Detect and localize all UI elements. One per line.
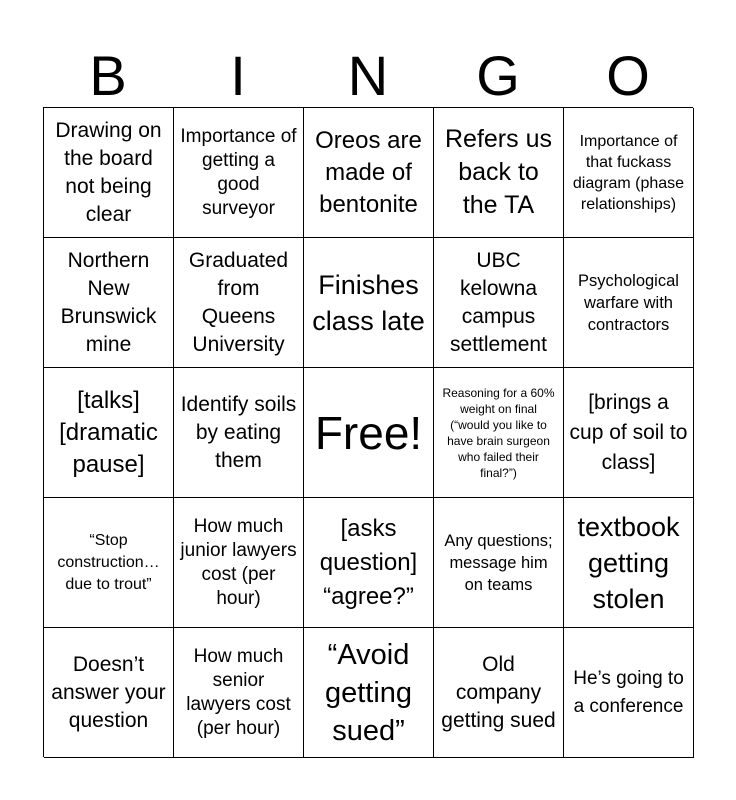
- cell-text: He’s going to a conference: [573, 667, 684, 717]
- cell-text: How much senior lawyers cost (per hour): [186, 645, 291, 739]
- cell-text: textbook getting stolen: [577, 511, 680, 614]
- cell-text: “Stop construction… due to trout”: [57, 531, 160, 593]
- header-letter-o: O: [606, 44, 650, 107]
- cell-text: Psychological warfare with contractors: [578, 271, 679, 334]
- free-space-label: Free!: [314, 406, 423, 459]
- cell-text: Oreos are made of bentonite: [315, 126, 422, 218]
- cell-text: [asks question] “agree?”: [319, 514, 418, 610]
- bingo-cell[interactable]: [564, 498, 694, 628]
- bingo-cell[interactable]: [564, 628, 694, 758]
- bingo-cell[interactable]: [434, 368, 564, 498]
- bingo-cell[interactable]: [44, 368, 174, 498]
- header-letter-n: N: [347, 44, 389, 107]
- bingo-cell[interactable]: [174, 628, 304, 758]
- header-letter-g: G: [476, 44, 520, 107]
- cell-text: “Avoid getting sued”: [324, 638, 413, 747]
- bingo-cell[interactable]: [44, 498, 174, 628]
- cell-text: Doesn’t answer your question: [51, 652, 166, 732]
- bingo-cell[interactable]: [304, 238, 434, 368]
- cell-text: Graduated from Queens University: [188, 248, 289, 356]
- cell-text: Reasoning for a 60% weight on final (“would you like to have brain surgeon who failed their final?”): [442, 385, 555, 480]
- bingo-cell[interactable]: [434, 498, 564, 628]
- bingo-board: [43, 107, 693, 757]
- bingo-cell[interactable]: [304, 108, 434, 238]
- bingo-cell[interactable]: [44, 628, 174, 758]
- cell-text: Identify soils by eating them: [180, 392, 297, 472]
- cell-text: How much junior lawyers cost (per hour): [180, 515, 297, 609]
- bingo-cell[interactable]: [44, 238, 174, 368]
- bingo-cell[interactable]: [174, 498, 304, 628]
- cell-text: Old company getting sued: [441, 652, 556, 732]
- bingo-cell[interactable]: [44, 108, 174, 238]
- bingo-cell[interactable]: [174, 368, 304, 498]
- cell-text: UBC kelowna campus settlement: [450, 248, 547, 356]
- bingo-cell[interactable]: [174, 108, 304, 238]
- cell-text: [talks] [dramatic pause]: [59, 386, 158, 478]
- cell-text: Northern New Brunswick mine: [60, 248, 157, 356]
- cell-text: Any questions; message him on teams: [444, 531, 553, 594]
- bingo-header: [43, 44, 693, 108]
- bingo-cell[interactable]: [174, 238, 304, 368]
- bingo-cell[interactable]: [434, 108, 564, 238]
- header-letter-i: I: [230, 44, 246, 107]
- bingo-cell[interactable]: [434, 238, 564, 368]
- bingo-cell[interactable]: [304, 628, 434, 758]
- cell-text: Drawing on the board not being clear: [55, 118, 162, 226]
- free-space[interactable]: [304, 368, 434, 498]
- bingo-cell[interactable]: [564, 238, 694, 368]
- bingo-cell[interactable]: [304, 498, 434, 628]
- cell-text: Refers us back to the TA: [445, 125, 552, 219]
- header-letter-b: B: [89, 44, 127, 107]
- cell-text: Importance of that fuckass diagram (phase relationships): [572, 132, 685, 213]
- bingo-cell[interactable]: [564, 108, 694, 238]
- cell-text: Importance of getting a good surveyor: [180, 125, 297, 219]
- cell-text: Finishes class late: [312, 269, 425, 336]
- bingo-cell[interactable]: [564, 368, 694, 498]
- bingo-cell[interactable]: [434, 628, 564, 758]
- cell-text: [brings a cup of soil to class]: [569, 390, 688, 474]
